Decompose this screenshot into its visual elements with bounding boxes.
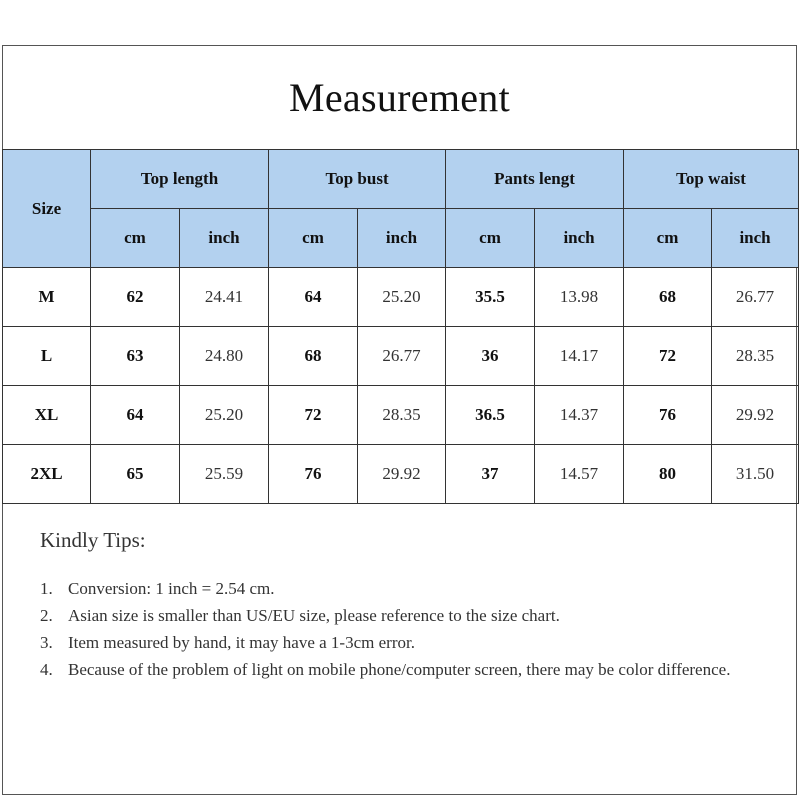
value-cell-inch: 13.98 [535,268,624,327]
unit-header: inch [535,209,624,268]
header-row-units [3,209,799,268]
unit-header: inch [180,209,269,268]
value-cell-inch: 31.50 [712,445,799,504]
table-row [3,327,799,386]
tip-text: Asian size is smaller than US/EU size, please reference to the size chart. [68,606,560,625]
table-header [3,150,799,268]
unit-header: cm [269,209,358,268]
group-header-top-length: Top length [91,150,269,209]
value-cell-cm: 63 [91,327,180,386]
tips-section [40,528,760,683]
table-row [3,445,799,504]
value-cell-inch: 29.92 [358,445,446,504]
value-cell-inch: 25.20 [180,386,269,445]
value-cell-cm: 64 [269,268,358,327]
value-cell-cm: 72 [624,327,712,386]
value-cell-cm: 64 [91,386,180,445]
table-row [3,386,799,445]
tip-number: 3. [40,633,53,652]
unit-header: cm [624,209,712,268]
tip-number: 4. [40,660,53,679]
value-cell-cm: 72 [269,386,358,445]
unit-header: cm [91,209,180,268]
list-item [40,602,760,629]
value-cell-inch: 14.57 [535,445,624,504]
group-header-pants-length: Pants lengt [446,150,624,209]
tips-title: Kindly Tips: [40,528,146,552]
value-cell-inch: 29.92 [712,386,799,445]
header-row-groups [3,150,799,209]
list-item [40,656,760,683]
value-cell-inch: 25.20 [358,268,446,327]
tip-text: Item measured by hand, it may have a 1-3cm error. [68,633,415,652]
value-cell-inch: 24.41 [180,268,269,327]
unit-header: inch [712,209,799,268]
value-cell-cm: 62 [91,268,180,327]
value-cell-inch: 26.77 [358,327,446,386]
value-cell-cm: 37 [446,445,535,504]
list-item [40,575,760,602]
table-row [3,268,799,327]
value-cell-cm: 36.5 [446,386,535,445]
value-cell-cm: 68 [269,327,358,386]
value-cell-cm: 76 [624,386,712,445]
value-cell-inch: 24.80 [180,327,269,386]
list-item [40,629,760,656]
size-cell: M [3,268,91,327]
size-cell: 2XL [3,445,91,504]
value-cell-cm: 35.5 [446,268,535,327]
value-cell-inch: 25.59 [180,445,269,504]
size-column-header: Size [3,150,91,268]
size-cell: L [3,327,91,386]
table-body [3,268,799,504]
group-header-top-waist: Top waist [624,150,799,209]
value-cell-inch: 26.77 [712,268,799,327]
value-cell-cm: 65 [91,445,180,504]
value-cell-cm: 76 [269,445,358,504]
size-cell: XL [3,386,91,445]
value-cell-inch: 14.37 [535,386,624,445]
value-cell-cm: 36 [446,327,535,386]
tip-number: 1. [40,579,53,598]
value-cell-inch: 28.35 [358,386,446,445]
unit-header: cm [446,209,535,268]
tip-text: Because of the problem of light on mobile phone/computer screen, there may be color difference. [68,660,731,679]
unit-header: inch [358,209,446,268]
value-cell-inch: 14.17 [535,327,624,386]
page-title: Measurement [289,74,510,120]
tips-list [40,575,760,683]
size-table [2,149,799,504]
value-cell-inch: 28.35 [712,327,799,386]
value-cell-cm: 80 [624,445,712,504]
group-header-top-bust: Top bust [269,150,446,209]
value-cell-cm: 68 [624,268,712,327]
tip-number: 2. [40,606,53,625]
tip-text: Conversion: 1 inch = 2.54 cm. [68,579,275,598]
